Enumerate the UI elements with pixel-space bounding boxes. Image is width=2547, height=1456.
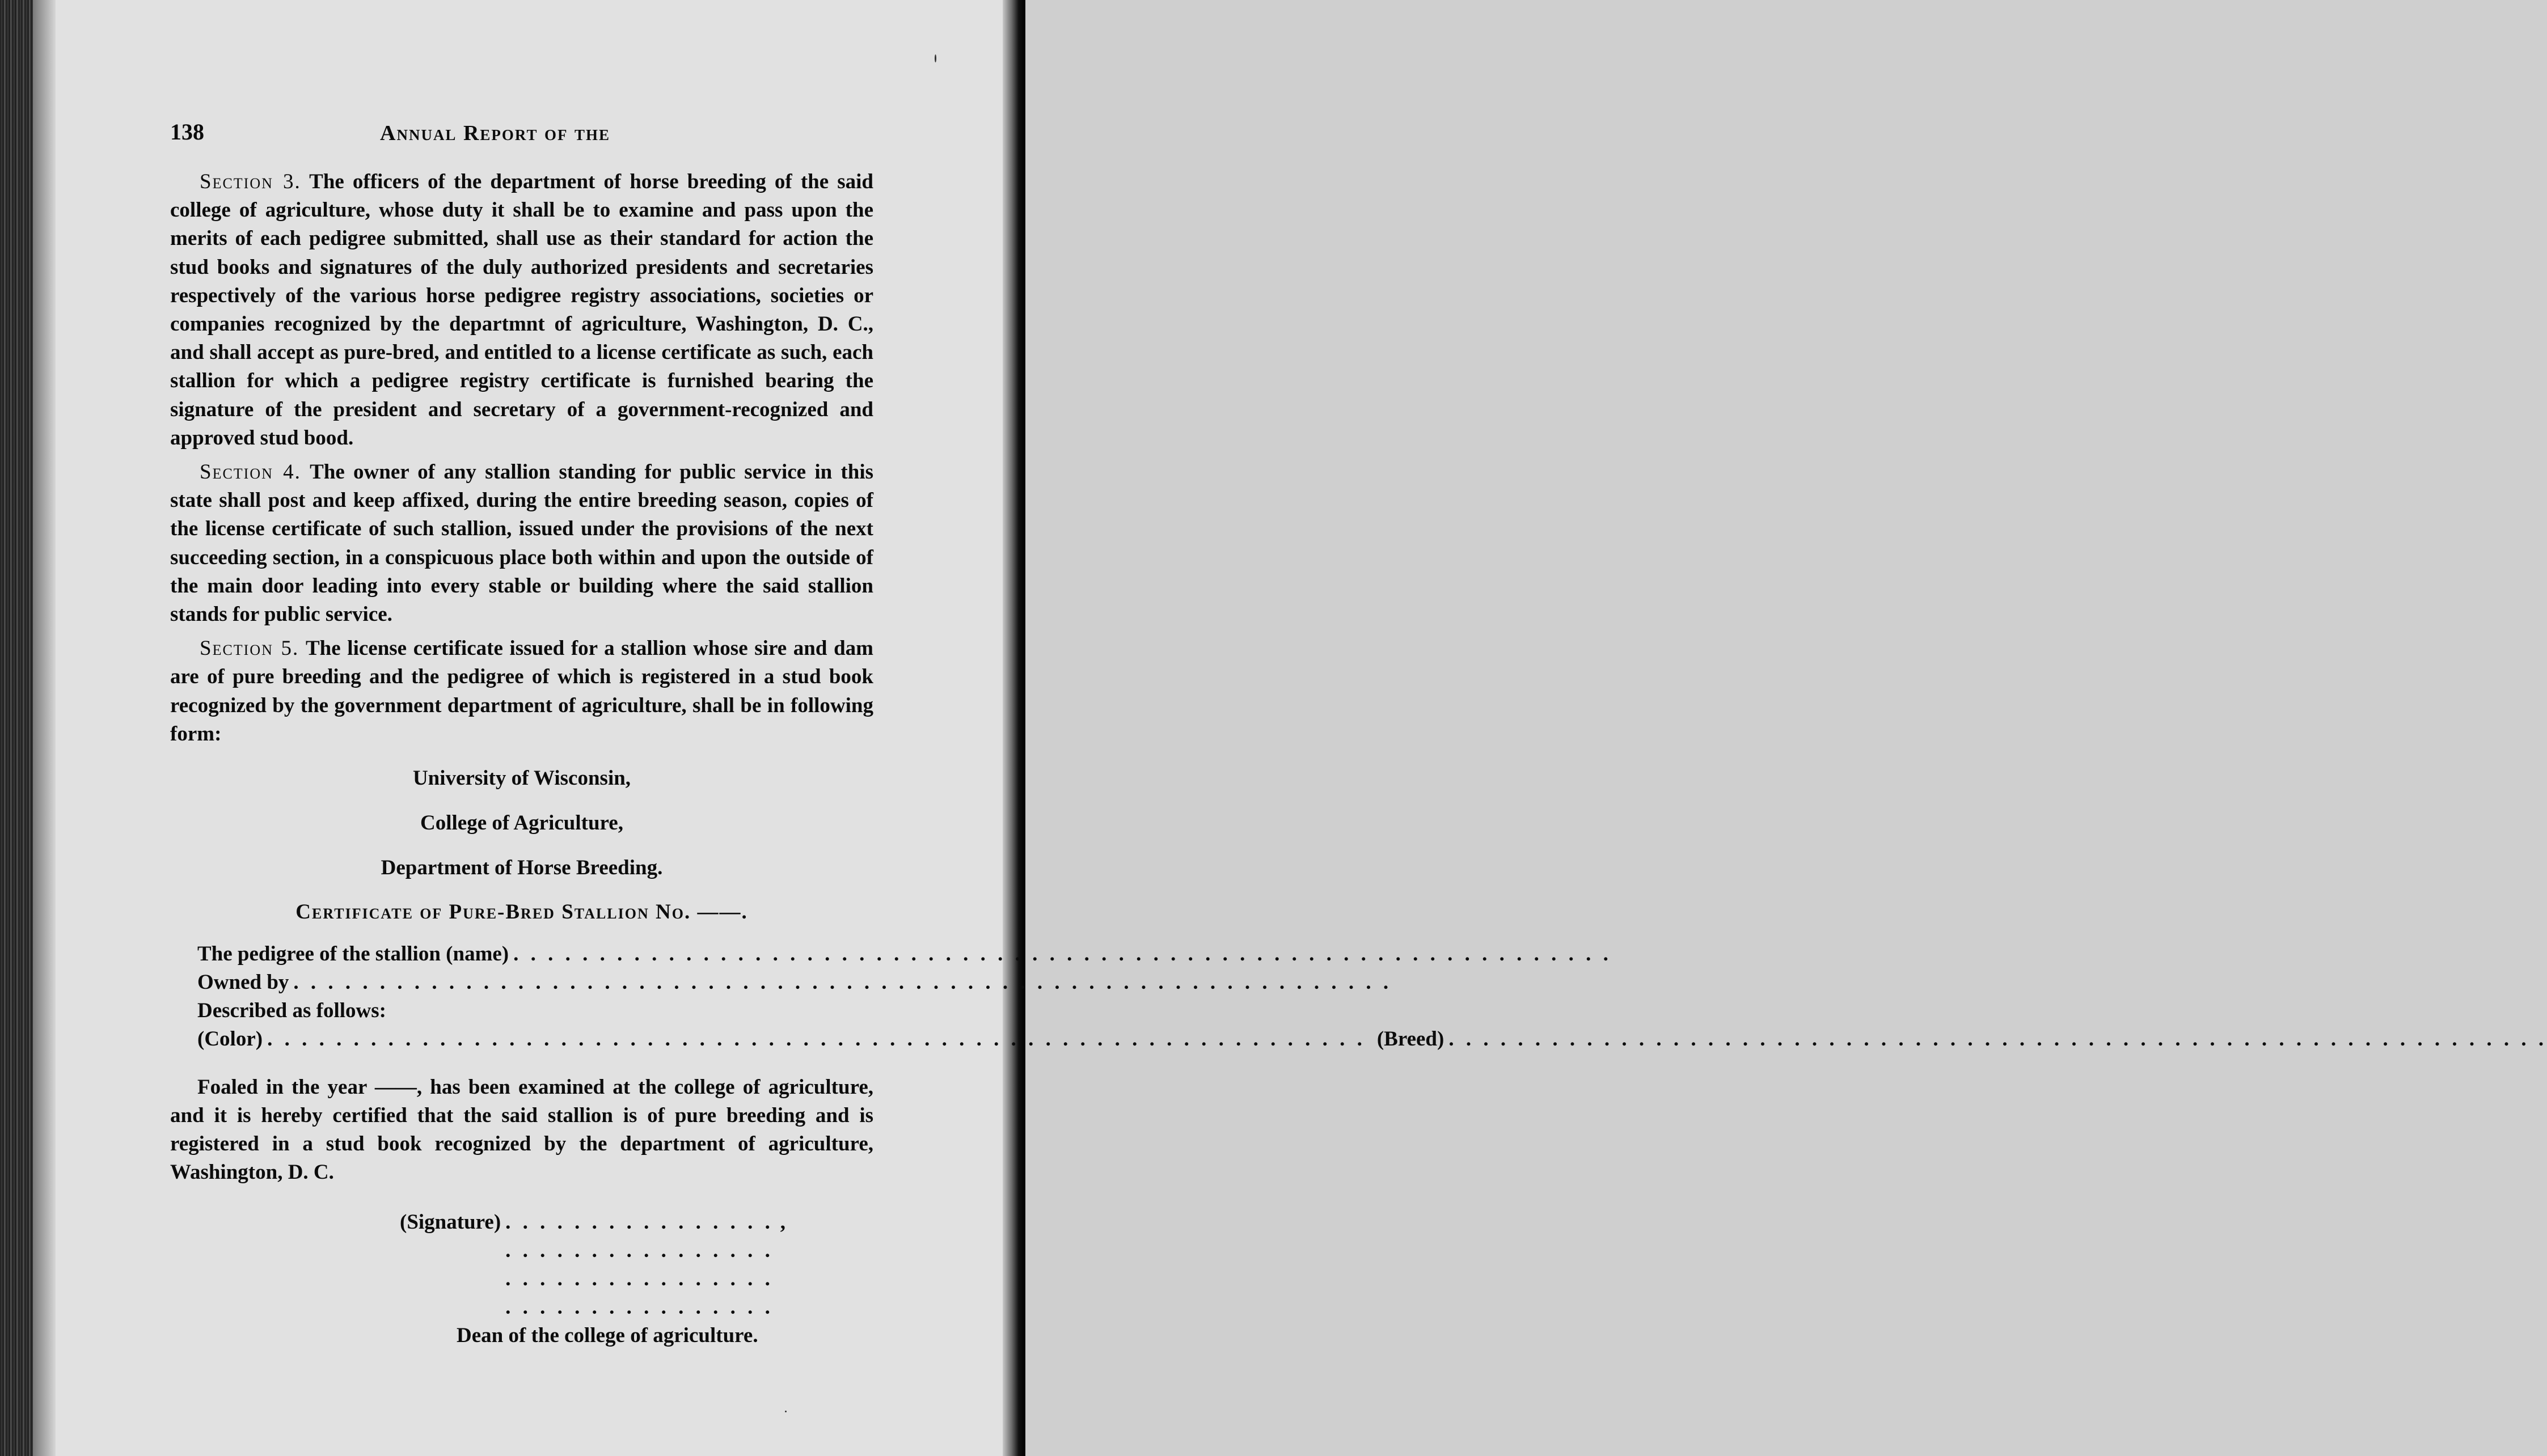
section-lead: Section 4. [200,460,301,484]
color-breed-row [197,1025,1444,1053]
college-name: College of Agriculture, [420,811,623,835]
running-head: Annual Report of the [380,121,610,145]
signature-label: (Signature) [400,1210,501,1234]
description-label: Described as follows: [197,999,386,1023]
page-edge-right [1003,0,1025,1456]
institution-name: University of Wisconsin, [412,767,631,790]
blank-line [267,1025,1366,1053]
section-body: The officers of the department of horse breeding of the said college of agriculture, whose duty it shall be to examine and pass upon the merits of each pedigree submitted, shall use as their standard for action the stud books and signatures of the duly authorized presidents and secretaries respectively of the various horse pedigree registry associations, societies or companies recognized by the departmnt of agriculture, Washington, D. C., and shall accept as pure-bred, and entitled to a license certificate as such, each stallion for which a pedigree registry certificate is furnished bearing the signature of the president and secretary of a government-recognized and approved stud bood. [170,170,873,450]
certificate-statement: Foaled in the year ——, has been examined at the college of agriculture, and it is hereby certified that the said stallion is of pure breeding and is registered in a stud book recognized by the department of agriculture, Washington, D. C. [170,1075,873,1184]
document-text [170,118,1444,1351]
section-5 [170,634,873,748]
owner-row [197,968,873,997]
section-body: The license certificate issued for a stallion whose sire and dam are of pure breeding and the pedigree of which is registered in a stud book recognized by the government department of agriculture, shall be in following form: [170,637,873,746]
section-lead: Section 3. [200,170,301,193]
description-row [197,997,873,1025]
pedigree-label: The pedigree of the stallion (name) [197,942,509,966]
blank-line [505,1208,780,1322]
breed-field [1377,1025,2547,1053]
dust-mark [935,54,936,62]
page-header [170,118,873,158]
pedigree-row [197,940,873,968]
department-name: Department of Horse Breeding. [381,856,663,880]
breed-label: (Breed) [1376,1027,1444,1051]
section-3 [170,168,873,452]
book-binding-left [0,0,33,1456]
blank-line [1448,1025,2547,1053]
owner-label: Owned by [197,971,289,994]
section-4 [170,458,873,629]
certificate-form [170,940,1444,1054]
signature-comma: , [780,1210,785,1234]
blank-line [293,968,1392,997]
gutter-shadow [33,0,56,1456]
certificate-title: Certificate of Pure-Bred Stallion No. ——. [295,900,748,924]
signature-row [400,1208,785,1322]
color-label: (Color) [197,1027,263,1051]
color-field [197,1025,1366,1053]
section-lead: Section 5. [200,637,299,661]
blank-line [513,940,1612,968]
section-body: The owner of any stallion standing for public service in this state shall post and keep affixed, during the entire breeding season, copies of the license certificate of such stallion, issued under the provisions of the next succeeding section, in a conspicuous place both within and upon the outside of the main door leading into every stable or building where the said stallion stands for public service. [170,460,874,627]
signer-title: Dean of the college of agriculture. [457,1324,758,1348]
certificate-heading [170,764,873,883]
page-number: 138 [170,119,204,145]
dust-mark [785,1411,787,1412]
